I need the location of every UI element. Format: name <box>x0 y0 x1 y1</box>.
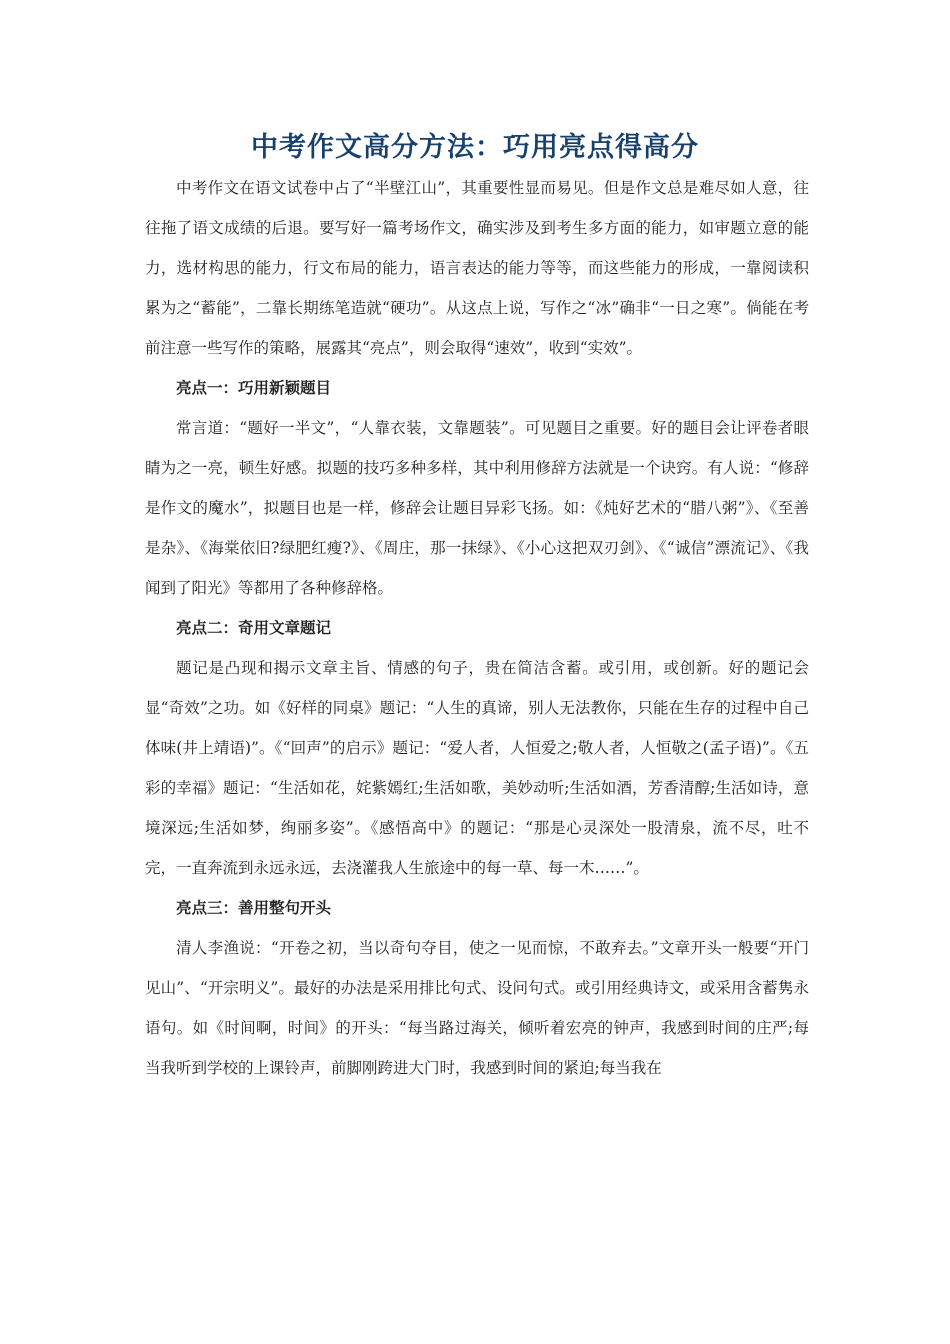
section-heading-2: 亮点二：奇用文章题记 <box>176 618 332 637</box>
section-heading-3: 亮点三：善用整句开头 <box>176 898 332 917</box>
article-body <box>145 168 809 1088</box>
page-title: 中考作文高分方法：巧用亮点得高分 <box>251 132 699 163</box>
section-body-3: 清人李渔说：“开卷之初，当以奇句夺目，使之一见而惊，不敢弃去。”文章开头一般要“开门见山”、“开宗明义”。最好的办法是采用排比句式、设问句式。或引用经典诗文，或采用含蓄隽永语句。如《时间啊，时间》的开头：“每当路过海关，倾听着宏亮的钟声，我感到时间的庄严;每当我听到学校的上课铃声，前脚刚跨进大门时，我感到时间的紧迫;每当我在 <box>145 939 809 1077</box>
section-heading-1: 亮点一：巧用新颖题目 <box>176 378 332 397</box>
intro-paragraph: 中考作文在语文试卷中占了“半壁江山”，其重要性显而易见。但是作文总是难尽如人意，往往拖了语文成绩的后退。要写好一篇考场作文，确实涉及到考生多方面的能力，如审题立意的能力，选材构思的能力，行文布局的能力，语言表达的能力等等，而这些能力的形成，一靠阅读积累为之“蓄能”，二靠长期练笔造就“硬功”。从这点上说，写作之“冰”确非“一日之寒”。倘能在考前注意一些写作的策略，展露其“亮点”，则会取得“速效”，收到“实效”。 <box>145 179 809 357</box>
section-body-2: 题记是凸现和揭示文章主旨、情感的句子，贵在简洁含蓄。或引用，或创新。好的题记会显“奇效”之功。如《好样的同桌》题记：“人生的真谛，别人无法教你，只能在生存的过程中自己体味(井上靖语)”。《“回声”的启示》题记：“爱人者，人恒爱之;敬人者，人恒敬之(孟子语)”。《五彩的幸福》题记：“生活如花，姹紫嫣红;生活如歌，美妙动听;生活如酒，芳香清醇;生活如诗，意境深远;生活如梦，绚丽多姿”。《感悟高中》的题记：“那是心灵深处一股清泉，流不尽，吐不完，一直奔流到永远永远，去浇灌我人生旅途中的每一草、每一木……”。 <box>145 659 809 877</box>
section-body-1: 常言道：“题好一半文”，“人靠衣装，文靠题装”。可见题目之重要。好的题目会让评卷者眼睛为之一亮，顿生好感。拟题的技巧多种多样，其中利用修辞方法就是一个诀窍。有人说：“修辞是作文的魔水”，拟题目也是一样，修辞会让题目异彩飞扬。如：《炖好艺术的“腊八粥”》、《至善是杂》、《海棠依旧?绿肥红瘦?》、《周庄，那一抹绿》、《小心这把双刃剑》、《“诚信”漂流记》、《我闻到了阳光》等都用了各种修辞格。 <box>145 419 809 597</box>
